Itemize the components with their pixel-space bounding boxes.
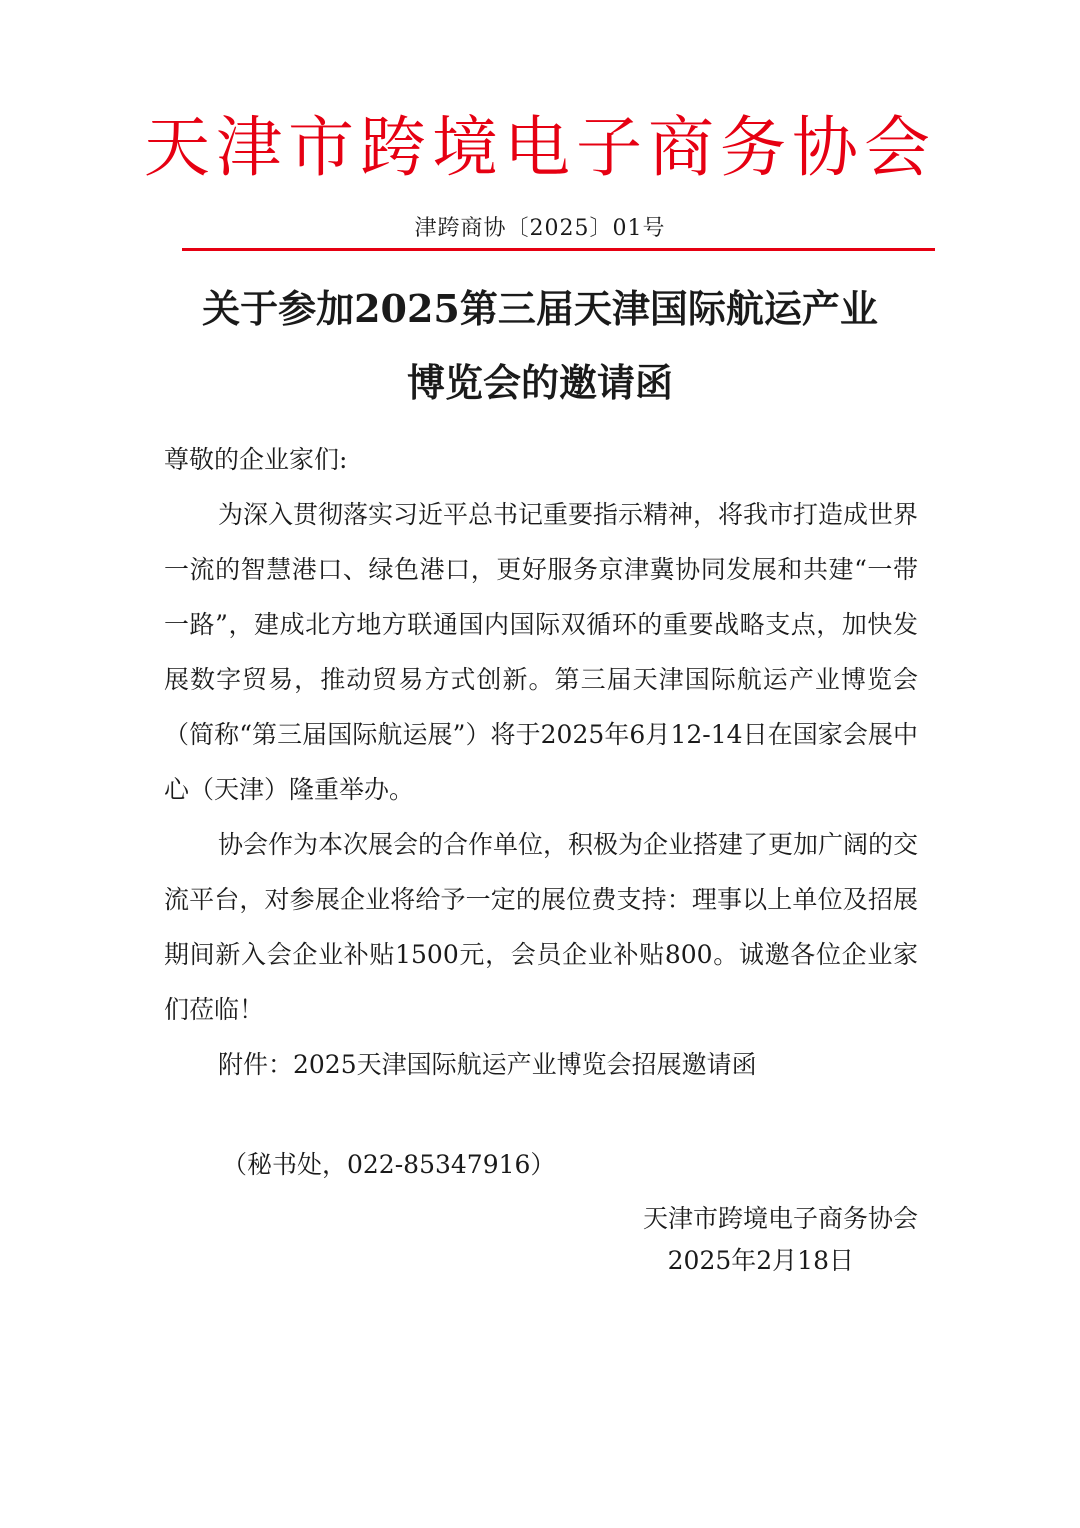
document-number: 津跨商协〔2025〕01号 (414, 216, 666, 241)
body-paragraph-2: 协会作为本次展会的合作单位，积极为企业搭建了更加广阔的交流平台，对参展企业将给予一定的展位费支持：理事以上单位及招展期间新入会企业补贴1500元，会员企业补贴800。诚邀各位企业家们莅临！ (164, 830, 919, 1024)
contact-info: （秘书处，022-85347916） (222, 1150, 556, 1179)
org-letterhead-title: 天津市跨境电子商务协会 (144, 109, 936, 186)
signature-organization: 天津市跨境电子商务协会 (642, 1204, 918, 1233)
signature-date: 2025年2月18日 (667, 1246, 854, 1275)
letterhead-divider (182, 248, 935, 251)
salutation: 尊敬的企业家们: (164, 445, 348, 474)
letter-body (164, 432, 918, 1092)
document-title (150, 272, 930, 420)
body-paragraph-1: 为深入贯彻落实习近平总书记重要指示精神，将我市打造成世界一流的智慧港口、绿色港口，更好服务京津冀协同发展和共建“一带一路”，建成北方地方联通国内国际双循环的重要战略支点，加快发展数字贸易，推动贸易方式创新。第三届天津国际航运产业博览会（简称“第三届国际航运展”）将于2025年6月12-14日在国家会展中心（天津）隆重举办。 (164, 500, 919, 804)
attachment-note: 附件：2025天津国际航运产业博览会招展邀请函 (218, 1050, 757, 1079)
signature-block (643, 1198, 918, 1282)
document-title-line-2: 博览会的邀请函 (406, 360, 673, 405)
document-title-line-1: 关于参加2025第三届天津国际航运产业 (202, 286, 878, 331)
